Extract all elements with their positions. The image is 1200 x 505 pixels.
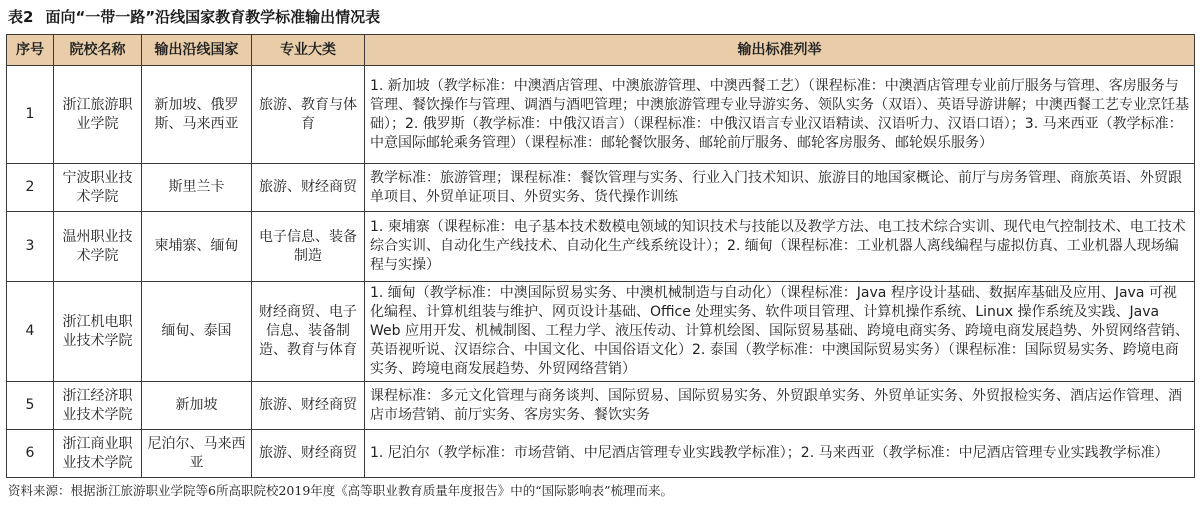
cell-countries: 新加坡 bbox=[142, 382, 252, 430]
standards-table bbox=[6, 34, 1195, 478]
cell-school: 浙江商业职业技术学院 bbox=[54, 430, 142, 478]
cell-standards: 1. 柬埔寨（课程标准：电子基本技术数模电领域的知识技术与技能以及教学方法、电工技术综合实训、现代电气控制技术、电工技术综合实训、自动化生产线技术、自动化生产线系统设计）；2. 缅甸（课程标准：工业机器人离线编程与虚拟仿真、工业机器人现场编程与实操） bbox=[365, 212, 1195, 282]
header-majors: 专业大类 bbox=[252, 35, 365, 66]
table-title bbox=[8, 4, 380, 30]
cell-majors: 旅游、财经商贸 bbox=[252, 164, 365, 212]
header-countries: 输出沿线国家 bbox=[142, 35, 252, 66]
source-note: 资料来源：根据浙江旅游职业学院等6所高职院校2019年度《高等职业教育质量年度报告》中的“国际影响表”梳理而来。 bbox=[8, 483, 674, 498]
table-row bbox=[7, 212, 1195, 282]
cell-no: 3 bbox=[7, 212, 54, 282]
table-row bbox=[7, 164, 1195, 212]
cell-school: 浙江旅游职业学院 bbox=[54, 66, 142, 164]
table-row bbox=[7, 282, 1195, 382]
cell-majors: 财经商贸、电子信息、装备制造、教育与体育 bbox=[252, 282, 365, 382]
cell-standards: 1. 新加坡（教学标准：中澳酒店管理、中澳旅游管理、中澳西餐工艺）（课程标准：中澳酒店管理专业前厅服务与管理、客房服务与管理、餐饮操作与管理、调酒与酒吧管理；中澳旅游管理专业导游实务、领队实务（双语）、英语导游讲解；中澳西餐工艺专业烹饪基础）；2. 俄罗斯（教学标准：中俄汉语言）（课程标准：中俄汉语言专业汉语精读、汉语听力、汉语口语）；3. 马来西亚（教学标准：中意国际邮轮乘务管理）（课程标准：邮轮餐饮服务、邮轮前厅服务、邮轮客房服务、邮轮娱乐服务） bbox=[365, 66, 1195, 164]
cell-countries: 缅甸、泰国 bbox=[142, 282, 252, 382]
cell-no: 2 bbox=[7, 164, 54, 212]
header-school: 院校名称 bbox=[54, 35, 142, 66]
cell-countries: 柬埔寨、缅甸 bbox=[142, 212, 252, 282]
table-row bbox=[7, 382, 1195, 430]
cell-no: 4 bbox=[7, 282, 54, 382]
cell-school: 温州职业技术学院 bbox=[54, 212, 142, 282]
cell-school: 浙江经济职业技术学院 bbox=[54, 382, 142, 430]
cell-countries: 尼泊尔、马来西亚 bbox=[142, 430, 252, 478]
cell-countries: 斯里兰卡 bbox=[142, 164, 252, 212]
table-header-row bbox=[7, 35, 1195, 66]
cell-standards: 课程标准：多元文化管理与商务谈判、国际贸易、国际贸易实务、外贸跟单实务、外贸单证实务、外贸报检实务、酒店运作管理、酒店市场营销、前厅实务、客房实务、餐饮实务 bbox=[365, 382, 1195, 430]
header-no: 序号 bbox=[7, 35, 54, 66]
table-row bbox=[7, 430, 1195, 478]
cell-countries: 新加坡、俄罗斯、马来西亚 bbox=[142, 66, 252, 164]
cell-majors: 旅游、财经商贸 bbox=[252, 382, 365, 430]
cell-standards: 1. 尼泊尔（教学标准：市场营销、中尼酒店管理专业实践教学标准）；2. 马来西亚（教学标准：中尼酒店管理专业实践教学标准） bbox=[365, 430, 1195, 478]
cell-standards: 教学标准：旅游管理；课程标准：餐饮管理与实务、行业入门技术知识、旅游目的地国家概论、前厅与房务管理、商旅英语、外贸跟单项目、外贸单证项目、外贸实务、货代操作训练 bbox=[365, 164, 1195, 212]
cell-majors: 旅游、教育与体育 bbox=[252, 66, 365, 164]
cell-majors: 电子信息、装备制造 bbox=[252, 212, 365, 282]
table-number: 表2 bbox=[8, 8, 34, 26]
cell-standards: 1. 缅甸（教学标准：中澳国际贸易实务、中澳机械制造与自动化）（课程标准：Java 程序设计基础、数据库基础及应用、Java 可视化编程、计算机组装与维护、网页设计基础、Office 处理实务、软件项目管理、计算机操作系统、Linux 操作系统及实践、Java Web 应用开发、机械制图、工程力学、液压传动、计算机绘图、国际贸易基础、跨境电商实务、跨境电商发展趋势、外贸网络营销、英语视听说、汉语综合、中国文化、中国俗语文化）2. 泰国（教学标准：中澳国际贸易实务）（课程标准：国际贸易实务、跨境电商实务、跨境电商发展趋势、外贸网络营销） bbox=[365, 282, 1195, 382]
table-row bbox=[7, 66, 1195, 164]
cell-school: 宁波职业技术学院 bbox=[54, 164, 142, 212]
cell-no: 5 bbox=[7, 382, 54, 430]
cell-no: 6 bbox=[7, 430, 54, 478]
table-title-text: 面向“一带一路”沿线国家教育教学标准输出情况表 bbox=[45, 8, 381, 26]
cell-school: 浙江机电职业技术学院 bbox=[54, 282, 142, 382]
header-standards: 输出标准列举 bbox=[365, 35, 1195, 66]
cell-no: 1 bbox=[7, 66, 54, 164]
cell-majors: 旅游、财经商贸 bbox=[252, 430, 365, 478]
